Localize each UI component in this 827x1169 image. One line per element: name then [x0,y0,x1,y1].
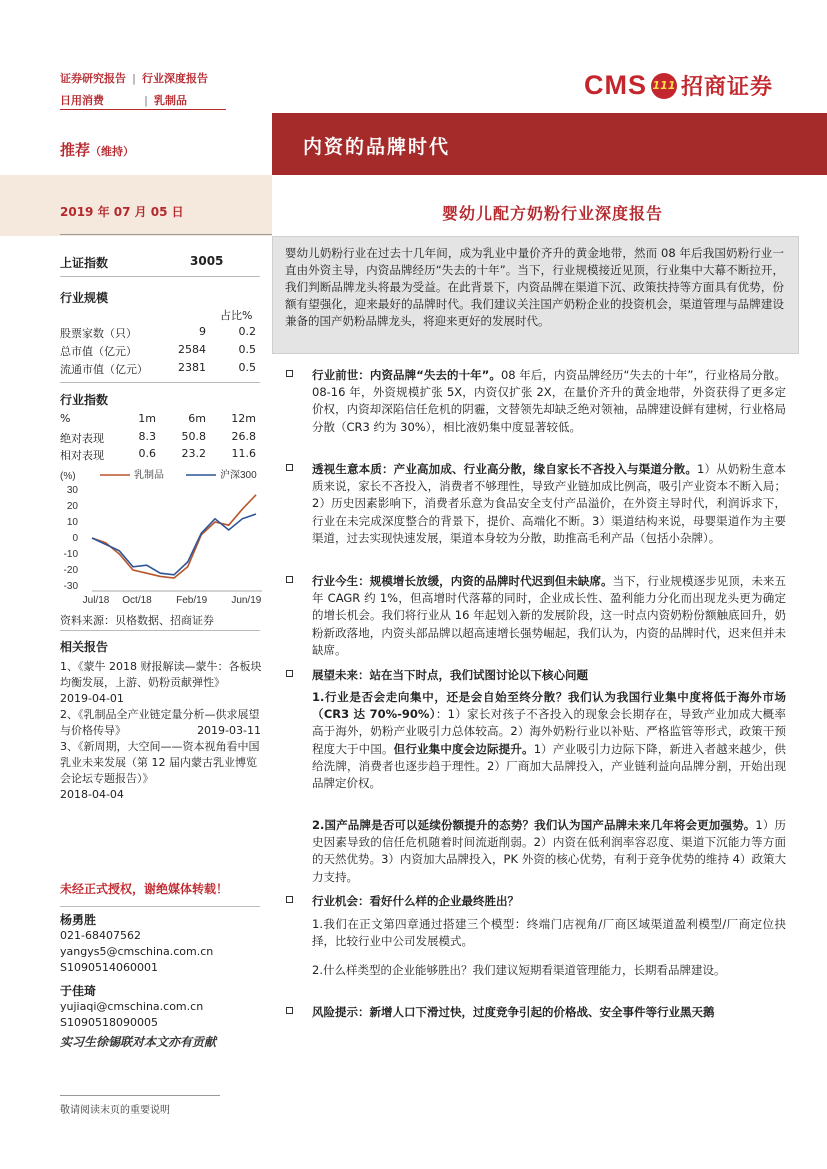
logo-chinese: 招商证券 [681,75,774,100]
table-row [60,361,258,378]
industry-scale-title: 行业规模 [60,291,109,305]
sector: 日用消费 [60,94,104,107]
series-line [92,495,256,578]
analyst-2 [60,983,203,1031]
analyst-cert: S1090518090005 [60,1016,158,1029]
footer-line [60,1095,220,1096]
report-subcategory: 行业深度报告 [142,72,209,85]
related-title: 相关报告 [60,640,109,654]
checkbox-bullet-icon [286,670,293,677]
bullet-head: 透视生意本质：产业高加成、行业高分散，缘自家长不吝投入与渠道分散。 [312,462,698,476]
x-tick-label: Jun/19 [231,595,262,606]
header-divider [60,109,226,110]
header-cell: 12m [231,412,256,425]
bullet-head: 展望未来：站在当下时点，我们试图讨论以下核心问题 [312,668,588,682]
opportunity-1: 1.我们在正文第四章通过搭建三个模型：终端门店视角/厂商区域渠道盈利模型/厂商定位抉择，比较行业中公司发展模式。 [312,917,786,949]
sector-line: 日用消费 | 乳制品 [60,94,188,107]
industry-chart [56,464,268,606]
bullet-risk [286,1004,786,1021]
row-value: 9 [199,325,206,338]
q2-body: 1）历史因素导致的信任危机随着时间流逝削弱。2）内资在低利润率容忍度、渠道下沉能力等方面的天然优势。3）内资加大品牌投入，PK 外资的核心优势，有利于竞争优势的维持 4）政策大力支持。 [312,818,786,884]
related-item-title: 3、《新周期，大空间——资本视角看中国乳业未来发展（第 12 届内蒙古乳业博览会论坛专题报告）》 [60,740,260,785]
row-name: 绝对表现 [60,432,104,445]
divider [60,276,260,277]
checkbox-bullet-icon [286,896,293,903]
q1-body2: 1）产业吸引力边际下降，新进入者越来越少，供给洗牌，消费者也逐步趋于理性。2）厂商加大品牌投入，产业链利益向品牌分割，开始出现品牌定价权。 [312,741,787,791]
related-item[interactable] [60,739,265,803]
cell: 26.8 [231,430,256,443]
rating [60,139,134,160]
x-tick-label: Jul/18 [82,595,110,606]
report-type-line: 证券研究报告 | 行业深度报告 [60,72,209,85]
index-label: 上证指数 [60,256,109,270]
row-value: 2584 [178,343,206,356]
report-category: 证券研究报告 [60,72,126,85]
q2-head: 2.国产品牌是否可以延续份额提升的态势？我们认为国产品牌未来几年将会更加强势。 [312,818,756,832]
table-header-row [60,412,258,429]
row-name: 总市值（亿元） [60,345,137,358]
bullet-head: 风险提示：新增人口下滑过快，过度竞争引起的价格战、安全事件等行业黑天鹅 [312,1005,715,1019]
bullet-body: 1）从奶粉生意本质来说，家长不吝投入，消费者不够理性，导致产业链加成比例高，吸引产业资本不断入局；2）历史因素影响下，消费者乐意为食品安全支付产品溢价，在外资主导时代，利润诉求下，行业在未完成深度整合的背景下，提价、高端化不断。3）渠道结构来说，母婴渠道作为主要渠道，过去实现快速发展，渠道本身较为分散，助推高毛利产品（包括小杂牌）。 [312,462,786,545]
analyst-cert: S1090514060001 [60,961,158,974]
rating-label: 推荐 [60,141,91,159]
bullet-past [286,367,786,436]
analyst-phone: 021-68407562 [60,929,141,942]
related-item-title: 1、《蒙牛 2018 财报解读—蒙牛：各板块均衡发展，上游、奶粉贡献弹性》 [60,660,262,689]
header-cell: 1m [138,412,156,425]
row-value: 2381 [178,361,206,374]
y-tick-label: -20 [63,565,78,576]
bullet-head: 行业机会：看好什么样的企业最终胜出？ [312,894,519,908]
checkbox-bullet-icon [286,576,293,583]
analyst-1 [60,912,213,976]
notice: 未经正式授权，谢绝媒体转载！ [60,882,229,896]
pct-col-header: 占比% [220,309,253,322]
rating-sub: （维持） [90,145,135,158]
index-value: 3005 [190,254,224,268]
cms-logo [584,70,773,101]
banner-title: 内资的品牌时代 [303,136,451,158]
related-item-date: 2018-04-04 [60,788,124,801]
banner [272,113,827,175]
bullet-body: 08 年后，内资品牌经历“失去的十年”，行业格局分散。08-16 年，外资规模扩张 5X，内资仅扩张 2X，在量价齐升的黄金地带，外资获得了更多定价权，内资却深陷信任危机的阴霾，文替领先却缺乏绝对领袖，品牌建设鲜有建树，行业格局分散（CR3 约为 30%），相比液奶集中度显著较低。 [312,368,786,434]
y-unit-label: (%) [60,471,76,482]
analyst-name: 杨勇胜 [60,913,97,927]
bullet-body: 当下，行业规模逐步见顶，未来五年 CAGR 约 1%，但高增时代落幕的同时，企业成长性、盈利能力分化而出现龙头更为确定的增长机会。我们将行业从 16 年起划入新的发展阶段，这一时点内资奶粉份额触底回升，奶粉新政落地，内资头部品牌以超高速增长强势崛起，我们认为，内资的品牌时代，迟来但并未缺席。 [312,574,786,657]
row-name: 股票家数（只） [60,327,137,340]
legend-label: 沪深300 [220,470,257,481]
related-item[interactable] [60,707,265,739]
q1-head: 1.行业是否会走向集中，还是会自始至终分散？我们认为我国行业集中度将低于海外市场（CR3 达 70%-90%） [312,690,786,722]
cell: 50.8 [181,430,206,443]
row-pct: 0.2 [238,325,256,338]
y-tick-label: 20 [66,501,78,512]
table-row [60,325,258,342]
y-tick-label: -10 [63,549,78,560]
chart-source: 资料来源：贝格数据、招商证券 [60,614,214,627]
row-pct: 0.5 [238,361,256,374]
checkbox-bullet-icon [286,464,293,471]
q1-head2: 但行业集中度会边际提升。 [393,741,534,756]
divider [60,906,260,907]
question-2 [312,817,786,886]
industry-index-title: 行业指数 [60,393,109,407]
table-row [60,447,258,464]
cell: 23.2 [181,447,206,460]
intern-note: 实习生徐锡联对本文亦有贡献 [60,1035,217,1049]
header-cell: % [60,412,71,425]
related-item-title: 2、《乳制品全产业链定量分析—供求展望与价格传导》 [60,708,260,737]
x-tick-label: Oct/18 [122,595,152,606]
table-row [60,343,258,360]
related-item-date: 2019-04-01 [60,692,124,705]
analyst-email[interactable]: yangys5@cmschina.com.cn [60,945,214,958]
summary-box: 婴幼儿奶粉行业在过去十几年间，成为乳业中量价齐升的黄金地带，然而 08 年后我国奶粉行业一直由外资主导，内资品牌经历“失去的十年”。当下，行业规模接近见顶，行业集中大幕不断拉开，我们判断品牌龙头将最为受益。在此背景下，内资品牌在渠道下沉、政策扶持等方面具有优势，份额有望强化，迎来最好的品牌时代。我们建议关注国产奶粉企业的投资机会，渠道管理与品牌建设兼备的国产奶粉品牌龙头，将迎来更好的发展时代。 [272,236,799,354]
row-name: 流通市值（亿元） [60,363,148,376]
y-tick-label: -30 [63,581,78,592]
logo-text: CMS [584,70,647,100]
row-pct: 0.5 [238,343,256,356]
related-item-date: 2019-03-11 [197,724,261,737]
y-tick-label: 10 [66,517,78,528]
cell: 8.3 [138,430,156,443]
related-item[interactable] [60,659,265,707]
bullet-essence [286,461,786,547]
y-tick-label: 30 [66,485,78,496]
y-tick-label: 0 [72,533,78,544]
table-row [60,430,258,447]
divider [60,630,260,631]
left-top-line [60,234,272,235]
checkbox-bullet-icon [286,370,293,377]
checkbox-bullet-icon [286,1007,293,1014]
related-list [60,659,265,803]
analyst-name: 于佳琦 [60,984,97,998]
cell: 0.6 [138,447,156,460]
bullet-opportunity [286,893,786,910]
report-date: 2019 年 07 月 05 日 [60,205,184,219]
q1-body: ：1）家长对孩子不吝投入的现象会长期存在，导致产业加成大概率高于海外，奶粉产业吸引力总体较高。2）海外奶粉行业以补贴、严格监管等形式，政策干预程度大于中国。 [312,707,786,756]
row-name: 相对表现 [60,449,104,462]
bullet-future [286,667,786,684]
header-cell: 6m [188,412,206,425]
bullet-present [286,573,786,659]
analyst-email[interactable]: yujiaqi@cmschina.com.cn [60,1000,204,1013]
cell: 11.6 [231,447,256,460]
footer-note: 敬请阅读末页的重要说明 [60,1105,170,1116]
question-1 [312,689,786,792]
bullet-head: 行业今生：规模增长放缓，内资的品牌时代迟到但未缺席。 [312,574,613,588]
divider [60,382,260,383]
report-title: 婴幼儿配方奶粉行业深度报告 [442,204,664,223]
opportunity-2: 2.什么样类型的企业能够胜出？我们建议短期看渠道管理能力，长期看品牌建设。 [312,963,726,977]
logo-badge-icon: 111 [651,73,677,99]
bullet-head: 行业前世：内资品牌“失去的十年”。 [312,368,501,382]
x-tick-label: Feb/19 [176,595,208,606]
subsector: 乳制品 [154,94,188,107]
legend-label: 乳制品 [134,470,164,481]
